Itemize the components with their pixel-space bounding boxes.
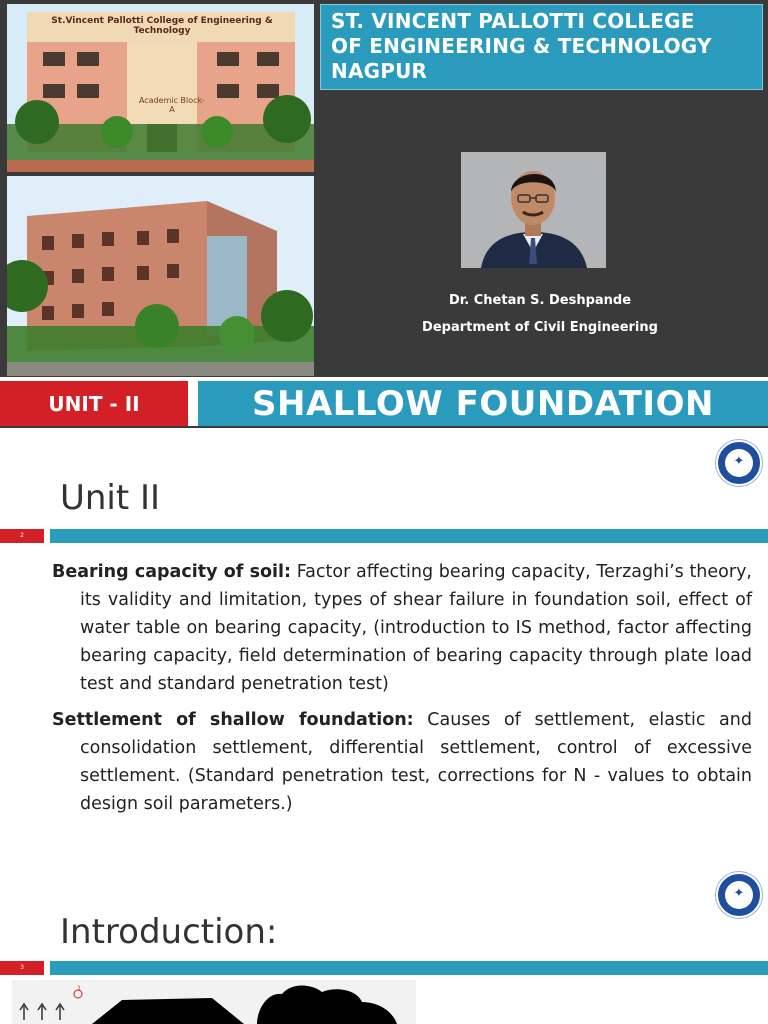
unit-label: UNIT - II [0, 381, 188, 426]
title-gap [188, 381, 198, 426]
college-logo-mark: ✦ [733, 454, 745, 469]
author-portrait-illustration [461, 152, 606, 268]
item-text: Factor affecting bearing capacity, Terzaghi’s theory, its validity and limitation, types of shear failure in foundation soil, effect of water table on bearing capacity, (introduction to IS method, factor affecting bearing capacity, field determination of bearing capacity through plate load test and standard penetration test) [80, 562, 752, 694]
college-logo-icon [716, 440, 762, 486]
bearing-capacity-item [52, 558, 752, 698]
college-title-line-3: NAGPUR [331, 59, 428, 83]
foundation-silhouette-diagram [12, 980, 416, 1024]
item-text: Causes of settlement, elastic and consolidation settlement, differential settlement, control of excessive settlement. (Standard penetration test, corrections for N - values to obtain design soil parameters.) [80, 710, 752, 814]
slide-heading: Introduction: [60, 912, 278, 952]
unit-overview-slide [0, 430, 768, 860]
slide-number: 3 [0, 961, 44, 975]
title-slide [0, 0, 768, 428]
building-b-illustration [7, 176, 314, 376]
introduction-diagram [12, 980, 416, 1024]
author-name: Dr. Chetan S. Deshpande [448, 293, 632, 308]
heading-rule [50, 529, 768, 543]
item-term: Settlement of shallow foundation: [52, 710, 414, 730]
college-title-line-2: OF ENGINEERING & TECHNOLOGY [331, 34, 712, 58]
college-title-line-1: ST. VINCENT PALLOTTI COLLEGE [331, 9, 695, 33]
college-logo-icon [716, 872, 762, 918]
bearing-capacity-paragraph [52, 558, 752, 698]
building-block-text: Academic Block-A [138, 96, 206, 114]
slide-heading: Unit II [60, 478, 161, 518]
college-building-photo-top [7, 4, 314, 172]
author-department: Department of Civil Engineering [422, 320, 658, 335]
college-logo-mark: ✦ [733, 886, 745, 901]
author-portrait [461, 152, 606, 268]
item-term: Bearing capacity of soil: [52, 562, 292, 582]
main-title: SHALLOW FOUNDATION [198, 381, 768, 426]
heading-rule [50, 961, 768, 975]
diagram-marker: 1 [77, 985, 81, 992]
settlement-paragraph [52, 706, 752, 818]
college-title-box [320, 4, 763, 90]
slide-number: 2 [0, 529, 44, 543]
settlement-item [52, 706, 752, 818]
introduction-slide [0, 862, 768, 1024]
building-sign-text: St.Vincent Pallotti College of Engineering & Technology [51, 16, 273, 36]
college-building-photo-bottom [7, 176, 314, 376]
slide1-divider-band [0, 377, 768, 381]
